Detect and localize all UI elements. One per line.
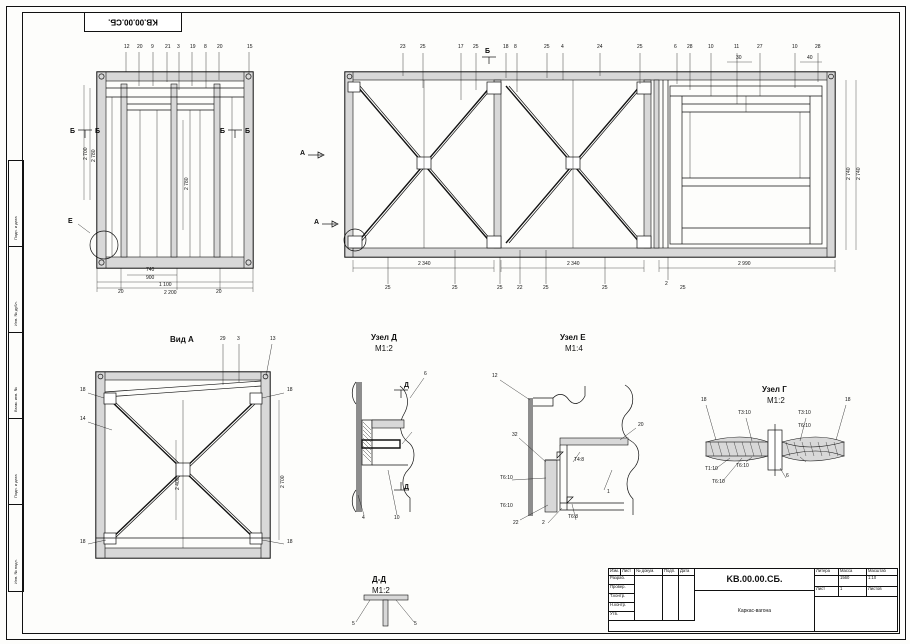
side-callout-b4: 25 — [543, 285, 549, 291]
node-g-title: Узел Г — [762, 385, 787, 394]
tb-hdr-podp: Подп. — [663, 569, 679, 576]
node-e-callout-0: 12 — [492, 373, 498, 379]
side-callout-b2: 25 — [497, 285, 503, 291]
corner-code: KB.00.00.СБ. — [108, 17, 158, 27]
node-g-callout-0: 18 — [701, 397, 707, 403]
node-d-scale: М1:2 — [375, 344, 393, 353]
side-callout-b6: 2 — [665, 281, 668, 287]
front-callout-5: 19 — [190, 44, 196, 50]
front-node-e-label: Е — [68, 218, 73, 225]
tb-hdr-sheet: Лист — [815, 587, 839, 597]
view-a-title: Вид А — [170, 335, 194, 344]
view-a-dim-1: 2 700 — [280, 475, 286, 488]
section-dd-callout-0: 5 — [352, 621, 355, 627]
side-callout-5: 8 — [514, 44, 517, 50]
tb-row-razrab: Разраб. — [609, 576, 635, 585]
node-e-callout-2: 32 — [512, 432, 518, 438]
side-section-a-2: А — [314, 219, 320, 226]
side-callout-11: 28 — [687, 44, 693, 50]
side-dim-1: 2 340 — [567, 261, 580, 267]
tb-hdr-izm: Изм. — [609, 569, 621, 576]
node-e-callout-9: 1 — [607, 489, 610, 495]
title-block — [608, 568, 898, 632]
front-dimside-2: 2 780 — [184, 177, 190, 190]
node-e — [500, 380, 639, 523]
side-callout-8: 24 — [597, 44, 603, 50]
side-callout-2: 17 — [458, 44, 464, 50]
node-e-callout-4: Т6:10 — [500, 475, 513, 481]
side-dim-small-1: 40 — [807, 55, 813, 61]
tb-org — [815, 597, 897, 631]
node-g-callout-1: 18 — [845, 397, 851, 403]
front-callout-b1: 20 — [216, 289, 222, 295]
node-g-callout-8: 6 — [786, 473, 789, 479]
view-a-callout-4: 18 — [287, 387, 293, 393]
front-section-b-right2: Б — [245, 128, 251, 135]
side-callout-b3: 22 — [517, 285, 523, 291]
tb-col-docnum — [635, 576, 663, 621]
side-callout-b1: 25 — [452, 285, 458, 291]
tb-row-tkontr: Т.контр. — [609, 594, 635, 603]
node-d — [352, 378, 424, 515]
node-e-callout-7: 2 — [542, 520, 545, 526]
side-callout-6: 25 — [544, 44, 550, 50]
node-g-scale: М1:2 — [767, 396, 785, 405]
section-dd-title: Д-Д — [372, 575, 387, 584]
front-callout-8: 15 — [247, 44, 253, 50]
tb-val-masshtab: 1:10 — [867, 576, 897, 587]
tb-hdr-dok: № докум. — [635, 569, 663, 576]
section-dd-callout-1: 5 — [414, 621, 417, 627]
tb-row-nkontr: Н.контр. — [609, 603, 635, 612]
section-dd-scale: М1:2 — [372, 586, 390, 595]
tb-col-sign — [663, 576, 679, 621]
side-callout-0: 23 — [400, 44, 406, 50]
front-callout-4: 3 — [177, 44, 180, 50]
side-dimright-0: 2 740 — [846, 167, 852, 180]
front-section-b-right: Б — [220, 128, 226, 135]
front-section-b-left2: Б — [95, 128, 101, 135]
tb-val-sheet: 1 — [839, 587, 867, 597]
view-a-callout-7: 18 — [287, 539, 293, 545]
side-callout-14: 27 — [757, 44, 763, 50]
front-view — [78, 52, 253, 292]
side-callout-b5: 25 — [602, 285, 608, 291]
side-callout-4: 18 — [503, 44, 509, 50]
front-callout-1: 20 — [137, 44, 143, 50]
tb-col-date — [679, 576, 695, 621]
front-dim-3: 2 200 — [164, 290, 177, 296]
stamp-label-1: Подп. и дата — [13, 474, 18, 498]
view-a-callout-3: 18 — [80, 387, 86, 393]
node-d-callout-3: 4 — [362, 515, 365, 521]
side-dimright-1: 2 740 — [856, 167, 862, 180]
side-callout-b0: 25 — [385, 285, 391, 291]
node-g-callout-2: Т3:10 — [738, 410, 751, 416]
side-callout-10: 6 — [674, 44, 677, 50]
front-callout-b0: 20 — [118, 289, 124, 295]
tb-designation: KB.00.00.СБ. — [695, 569, 815, 591]
front-callout-0: 12 — [124, 44, 130, 50]
front-dimside-0: 2 700 — [83, 147, 89, 160]
side-dim-2: 2 990 — [738, 261, 751, 267]
side-callout-13: 11 — [734, 44, 740, 50]
section-dd — [356, 595, 414, 626]
tb-hdr-litera: Литера — [815, 569, 839, 576]
side-section-a-1: А — [300, 150, 306, 157]
view-a-dim-0: 2 400 — [175, 477, 181, 490]
front-callout-6: 8 — [204, 44, 207, 50]
node-e-title: Узел Е — [560, 333, 586, 342]
tb-hdr-massa: Масса — [839, 569, 867, 576]
tb-hdr-data: Дата — [679, 569, 695, 576]
tb-hdr-sheets: Листов — [867, 587, 897, 597]
side-callout-16: 28 — [815, 44, 821, 50]
front-dimside-1: 2 780 — [91, 149, 97, 162]
stamp-label-2: Взам. инв. № — [13, 387, 18, 412]
tb-row-utv: Утв. — [609, 612, 635, 621]
node-e-callout-8: Т6:8 — [568, 514, 579, 520]
node-g-callout-3: Т3:10 — [798, 410, 811, 416]
node-e-callout-6: 22 — [513, 520, 519, 526]
node-e-scale: М1:4 — [565, 344, 583, 353]
node-d-callout-0: 6 — [424, 371, 427, 377]
front-section-b-left: Б — [70, 128, 76, 135]
tb-val-massa: 1560 — [839, 576, 867, 587]
node-d-callout-4: 10 — [394, 515, 400, 521]
tb-hdr-masshtab: Масштаб — [867, 569, 897, 576]
tb-hdr-list: Лист — [621, 569, 635, 576]
stamp-label-3: Инв. № дубл. — [13, 301, 18, 326]
node-g-callout-6: Т1:10 — [705, 466, 718, 472]
side-callout-15: 10 — [792, 44, 798, 50]
node-d-callout-2: Д — [404, 484, 409, 491]
tb-part-name: Каркас-вагона — [695, 591, 815, 631]
tb-row-prover: Провер. — [609, 585, 635, 594]
view-a-callout-6: 18 — [80, 539, 86, 545]
front-callout-2: 9 — [151, 44, 154, 50]
node-e-callout-1: 20 — [638, 422, 644, 428]
side-callout-b7: 25 — [680, 285, 686, 291]
side-callout-9: 25 — [637, 44, 643, 50]
side-callout-12: 10 — [708, 44, 714, 50]
side-callout-3: 25 — [473, 44, 479, 50]
stamp-label-4: Подп. и дата — [13, 216, 18, 240]
node-e-callout-5: Т6:10 — [500, 503, 513, 509]
side-callout-1: 25 — [420, 44, 426, 50]
view-a — [88, 344, 284, 558]
node-d-title: Узел Д — [371, 333, 397, 342]
stamp-label-0: Инв. № подл. — [13, 559, 18, 584]
front-callout-7: 20 — [217, 44, 223, 50]
view-a-callout-1: 3 — [237, 336, 240, 342]
side-section-b: Б — [485, 48, 491, 55]
node-g-callout-4: Т6:10 — [798, 423, 811, 429]
node-d-callout-1: Д — [404, 382, 409, 389]
side-dim-0: 2 340 — [418, 261, 431, 267]
side-callout-7: 4 — [561, 44, 564, 50]
front-dim-2: 1 100 — [159, 282, 172, 288]
side-dim-small-0: 30 — [736, 55, 742, 61]
view-a-callout-2: 13 — [270, 336, 276, 342]
front-dim-1: 900 — [146, 275, 155, 281]
front-callout-3: 21 — [165, 44, 171, 50]
front-dim-0: 740 — [146, 267, 155, 273]
view-a-callout-0: 29 — [220, 336, 226, 342]
node-g — [706, 405, 846, 482]
node-g-callout-5: Т6:10 — [736, 463, 749, 469]
node-e-callout-3: Т4:8 — [574, 457, 585, 463]
node-g-callout-7: Т6:10 — [712, 479, 725, 485]
side-view — [308, 53, 856, 284]
view-a-callout-5: 14 — [80, 416, 86, 422]
